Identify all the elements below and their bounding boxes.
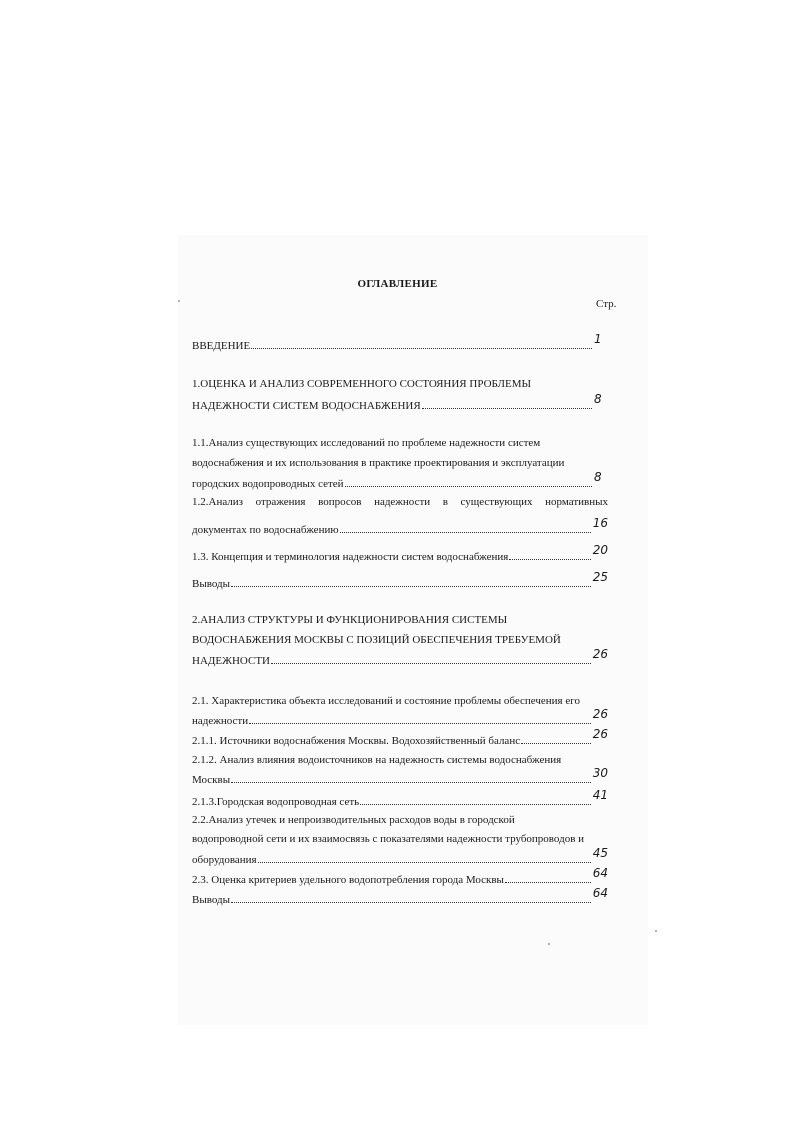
chapter-2-heading-line1: 2.АНАЛИЗ СТРУКТУРЫ И ФУНКЦИОНИРОВАНИЯ СИСТЕМЫ xyxy=(192,614,508,626)
toc-entry-text: городских водопроводных сетей xyxy=(192,478,344,490)
section-2-2-line2: водопроводной сети и их взаимосвязь с показателями надежности трубопроводов и xyxy=(192,833,585,845)
page-number: 8 xyxy=(594,470,602,484)
toc-entry-text: Выводы xyxy=(192,578,231,590)
dot-leader xyxy=(521,743,591,744)
toc-entry-intro[interactable] xyxy=(192,332,608,353)
toc-entry-2-2[interactable] xyxy=(192,846,608,867)
dot-leader xyxy=(258,862,591,863)
dot-leader xyxy=(509,559,590,560)
dot-leader xyxy=(505,882,591,883)
toc-entry-1-3[interactable] xyxy=(192,543,608,564)
page-column-label: Стр. xyxy=(596,298,617,310)
scan-speck xyxy=(655,930,657,932)
section-2-1-line1: 2.1. Характеристика объекта исследований и состояние проблемы обеспечения его xyxy=(192,695,580,707)
page-number: 1 xyxy=(594,332,602,346)
dot-leader xyxy=(271,663,591,664)
page-number: 41 xyxy=(592,788,608,802)
toc-entry-text: Выводы xyxy=(192,894,231,906)
page-number: 25 xyxy=(592,570,608,584)
toc-entry-conclusions-1[interactable] xyxy=(192,570,608,591)
toc-entry-2-3[interactable] xyxy=(192,866,608,887)
toc-title: ОГЛАВЛЕНИЕ xyxy=(357,278,438,290)
toc-entry-text: надежности xyxy=(192,715,249,727)
toc-entry-text: 2.1.1. Источники водоснабжения Москвы. Водохозяйственный баланс xyxy=(192,735,521,747)
dot-leader xyxy=(340,532,591,533)
page-number: 26 xyxy=(592,727,608,741)
toc-entry-chapter-1[interactable] xyxy=(192,392,608,413)
dot-leader xyxy=(231,902,591,903)
section-2-2-line1: 2.2.Анализ утечек и непроизводительных расходов воды в городской xyxy=(192,814,515,826)
toc-entry-conclusions-2[interactable] xyxy=(192,886,608,907)
toc-entry-text: ВВЕДЕНИЕ xyxy=(192,340,251,352)
page-number: 16 xyxy=(592,516,608,530)
page-number: 20 xyxy=(592,543,608,557)
scan-speck xyxy=(548,943,550,945)
toc-entry-2-1-3[interactable] xyxy=(192,788,608,809)
dot-leader xyxy=(249,723,591,724)
section-1-1-line2: водоснабжения и их использования в практике проектирования и эксплуатации xyxy=(192,457,565,469)
page-number: 8 xyxy=(594,392,602,406)
toc-entry-text: Москвы xyxy=(192,774,231,786)
page-number: 26 xyxy=(592,707,608,721)
dot-leader xyxy=(231,586,591,587)
toc-entry-text: НАДЕЖНОСТИ СИСТЕМ ВОДОСНАБЖЕНИЯ xyxy=(192,400,421,412)
toc-entry-text: оборудования xyxy=(192,854,257,866)
toc-entry-text: НАДЕЖНОСТИ xyxy=(192,655,270,667)
toc-entry-2-1-2[interactable] xyxy=(192,766,608,787)
page-number: 64 xyxy=(592,886,608,900)
toc-entry-text: документах по водоснабжению xyxy=(192,524,339,536)
toc-entry-1-2[interactable] xyxy=(192,516,608,537)
dot-leader xyxy=(251,348,592,349)
page-number: 30 xyxy=(592,766,608,780)
toc-entry-text: 1.3. Концепция и терминология надежности систем водоснабжения xyxy=(192,551,509,563)
page-number: 64 xyxy=(592,866,608,880)
toc-entry-chapter-2[interactable] xyxy=(192,647,608,668)
dot-leader xyxy=(360,804,591,805)
dot-leader xyxy=(231,782,591,783)
dot-leader xyxy=(345,486,592,487)
scan-speck xyxy=(178,300,180,302)
chapter-2-heading-line2: ВОДОСНАБЖЕНИЯ МОСКВЫ С ПОЗИЦИЙ ОБЕСПЕЧЕНИЯ ТРЕБУЕМОЙ xyxy=(192,634,561,646)
chapter-1-heading-line1: 1.ОЦЕНКА И АНАЛИЗ СОВРЕМЕННОГО СОСТОЯНИЯ ПРОБЛЕМЫ xyxy=(192,378,532,390)
section-1-1-line1: 1.1.Анализ существующих исследований по проблеме надежности систем xyxy=(192,437,541,449)
toc-entry-text: 2.3. Оценка критериев удельного водопотребления города Москвы xyxy=(192,874,504,886)
page-number: 26 xyxy=(592,647,608,661)
toc-entry-text: 2.1.3.Городская водопроводная сеть xyxy=(192,796,360,808)
dot-leader xyxy=(422,408,592,409)
section-2-1-2-line1: 2.1.2. Анализ влияния водоисточников на надежность системы водоснабжения xyxy=(192,754,562,766)
section-1-2-line1: 1.2.Анализ отражения вопросов надежности в существующих нормативных xyxy=(192,496,608,508)
toc-entry-2-1[interactable] xyxy=(192,707,608,728)
toc-entry-2-1-1[interactable] xyxy=(192,727,608,748)
page-number: 45 xyxy=(592,846,608,860)
toc-entry-1-1[interactable] xyxy=(192,470,608,491)
